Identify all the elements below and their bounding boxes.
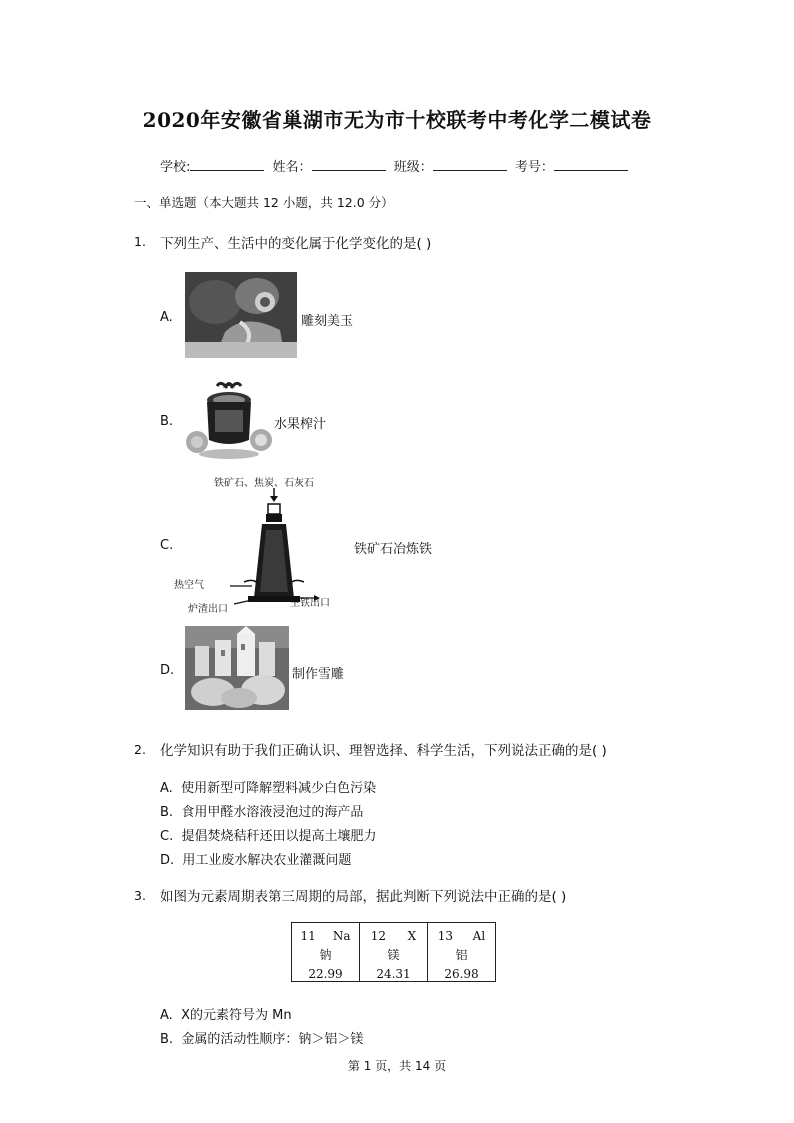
q2-option-b — [160, 801, 363, 820]
element-name: 钠 — [319, 948, 332, 962]
q1-option-d-label: 制作雪雕 — [292, 667, 345, 682]
q2-option-c-label: 提倡焚烧秸秆还田以提高土壤肥力 — [181, 829, 377, 844]
q2-text: 化学知识有助于我们正确认识、理智选择、科学生活，下列说法正确的是( ) — [160, 743, 607, 759]
name-blank — [312, 158, 386, 171]
q3-option-a-label: X的元素符号为 Mn — [181, 1008, 292, 1023]
periodic-table-fragment — [291, 922, 496, 982]
q1-text: 下列生产、生活中的变化属于化学变化的是( ) — [160, 236, 432, 252]
q2-option-d-letter: D. — [160, 853, 175, 868]
q2-option-a — [160, 777, 376, 796]
element-name: 镁 — [387, 948, 400, 962]
class-label: 班级： — [393, 160, 433, 175]
q1-option-a-label: 雕刻美玉 — [301, 314, 354, 329]
q2-option-d-label: 用工业废水解决农业灌溉问题 — [182, 853, 352, 868]
element-symbol: X — [407, 929, 417, 943]
q3-option-a — [160, 1004, 292, 1023]
section-heading: 一、单选题（本大题共 12 小题，共 12.0 分） — [134, 195, 394, 210]
number-label: 考号： — [514, 160, 554, 175]
atomic-number: 12 — [370, 929, 387, 943]
q1-option-b-label: 水果榨汁 — [274, 417, 327, 432]
furnace-slag-label: 炉渣出口 — [188, 604, 228, 615]
student-info-line — [160, 156, 632, 175]
furnace-iron-label: 生铁出口 — [290, 598, 330, 609]
atomic-mass: 24.31 — [376, 967, 411, 981]
q2-option-c — [160, 825, 377, 844]
element-cell-x — [360, 923, 428, 982]
jade-carving-image — [185, 272, 297, 358]
element-symbol: Na — [332, 929, 351, 943]
q3-option-a-letter: A. — [160, 1008, 173, 1023]
element-symbol: Al — [472, 929, 486, 943]
atomic-number: 13 — [437, 929, 454, 943]
q1-option-d-letter: D. — [160, 663, 175, 678]
name-label: 姓名： — [272, 160, 312, 175]
page-footer: 第 1 页，共 14 页 — [347, 1059, 447, 1073]
element-cell-aluminum — [428, 923, 496, 982]
class-blank — [433, 158, 507, 171]
snow-sculpture-image — [185, 626, 289, 710]
element-cell-sodium — [292, 923, 360, 982]
q1-option-c-letter: C. — [160, 538, 174, 553]
furnace-input-label: 铁矿石、焦炭、石灰石 — [214, 478, 314, 489]
q1-number: 1. — [134, 234, 146, 249]
atomic-number: 11 — [300, 929, 316, 943]
q1-option-c-label: 铁矿石冶炼铁 — [354, 542, 433, 557]
atomic-mass: 26.98 — [444, 967, 479, 981]
furnace-air-label: 热空气 — [174, 580, 204, 591]
number-blank — [554, 158, 628, 171]
q2-option-b-label: 食用甲醛水溶液浸泡过的海产品 — [181, 805, 364, 820]
fruit-juicer-image — [185, 374, 273, 460]
q3-option-b-label: 金属的活动性顺序：钠＞铝＞镁 — [181, 1032, 364, 1047]
q1-option-b-letter: B. — [160, 414, 174, 429]
q2-option-a-letter: A. — [160, 781, 173, 796]
q3-text: 如图为元素周期表第三周期的局部，据此判断下列说法中正确的是( ) — [160, 889, 567, 905]
q3-option-b-letter: B. — [160, 1032, 174, 1047]
page-title: 2020年安徽省巢湖市无为市十校联考中考化学二模试卷 — [142, 108, 652, 132]
q2-option-a-label: 使用新型可降解塑料减少白色污染 — [181, 781, 377, 796]
school-label: 学校: — [160, 160, 191, 175]
q2-option-c-letter: C. — [160, 829, 174, 844]
q2-option-d — [160, 849, 351, 868]
element-name: 铝 — [455, 948, 468, 962]
q3-option-b — [160, 1028, 363, 1047]
q3-number: 3. — [134, 888, 146, 903]
school-blank — [190, 158, 264, 171]
q1-option-a-letter: A. — [160, 310, 173, 325]
atomic-mass: 22.99 — [308, 967, 343, 981]
q2-number: 2. — [134, 742, 146, 757]
q2-option-b-letter: B. — [160, 805, 174, 820]
